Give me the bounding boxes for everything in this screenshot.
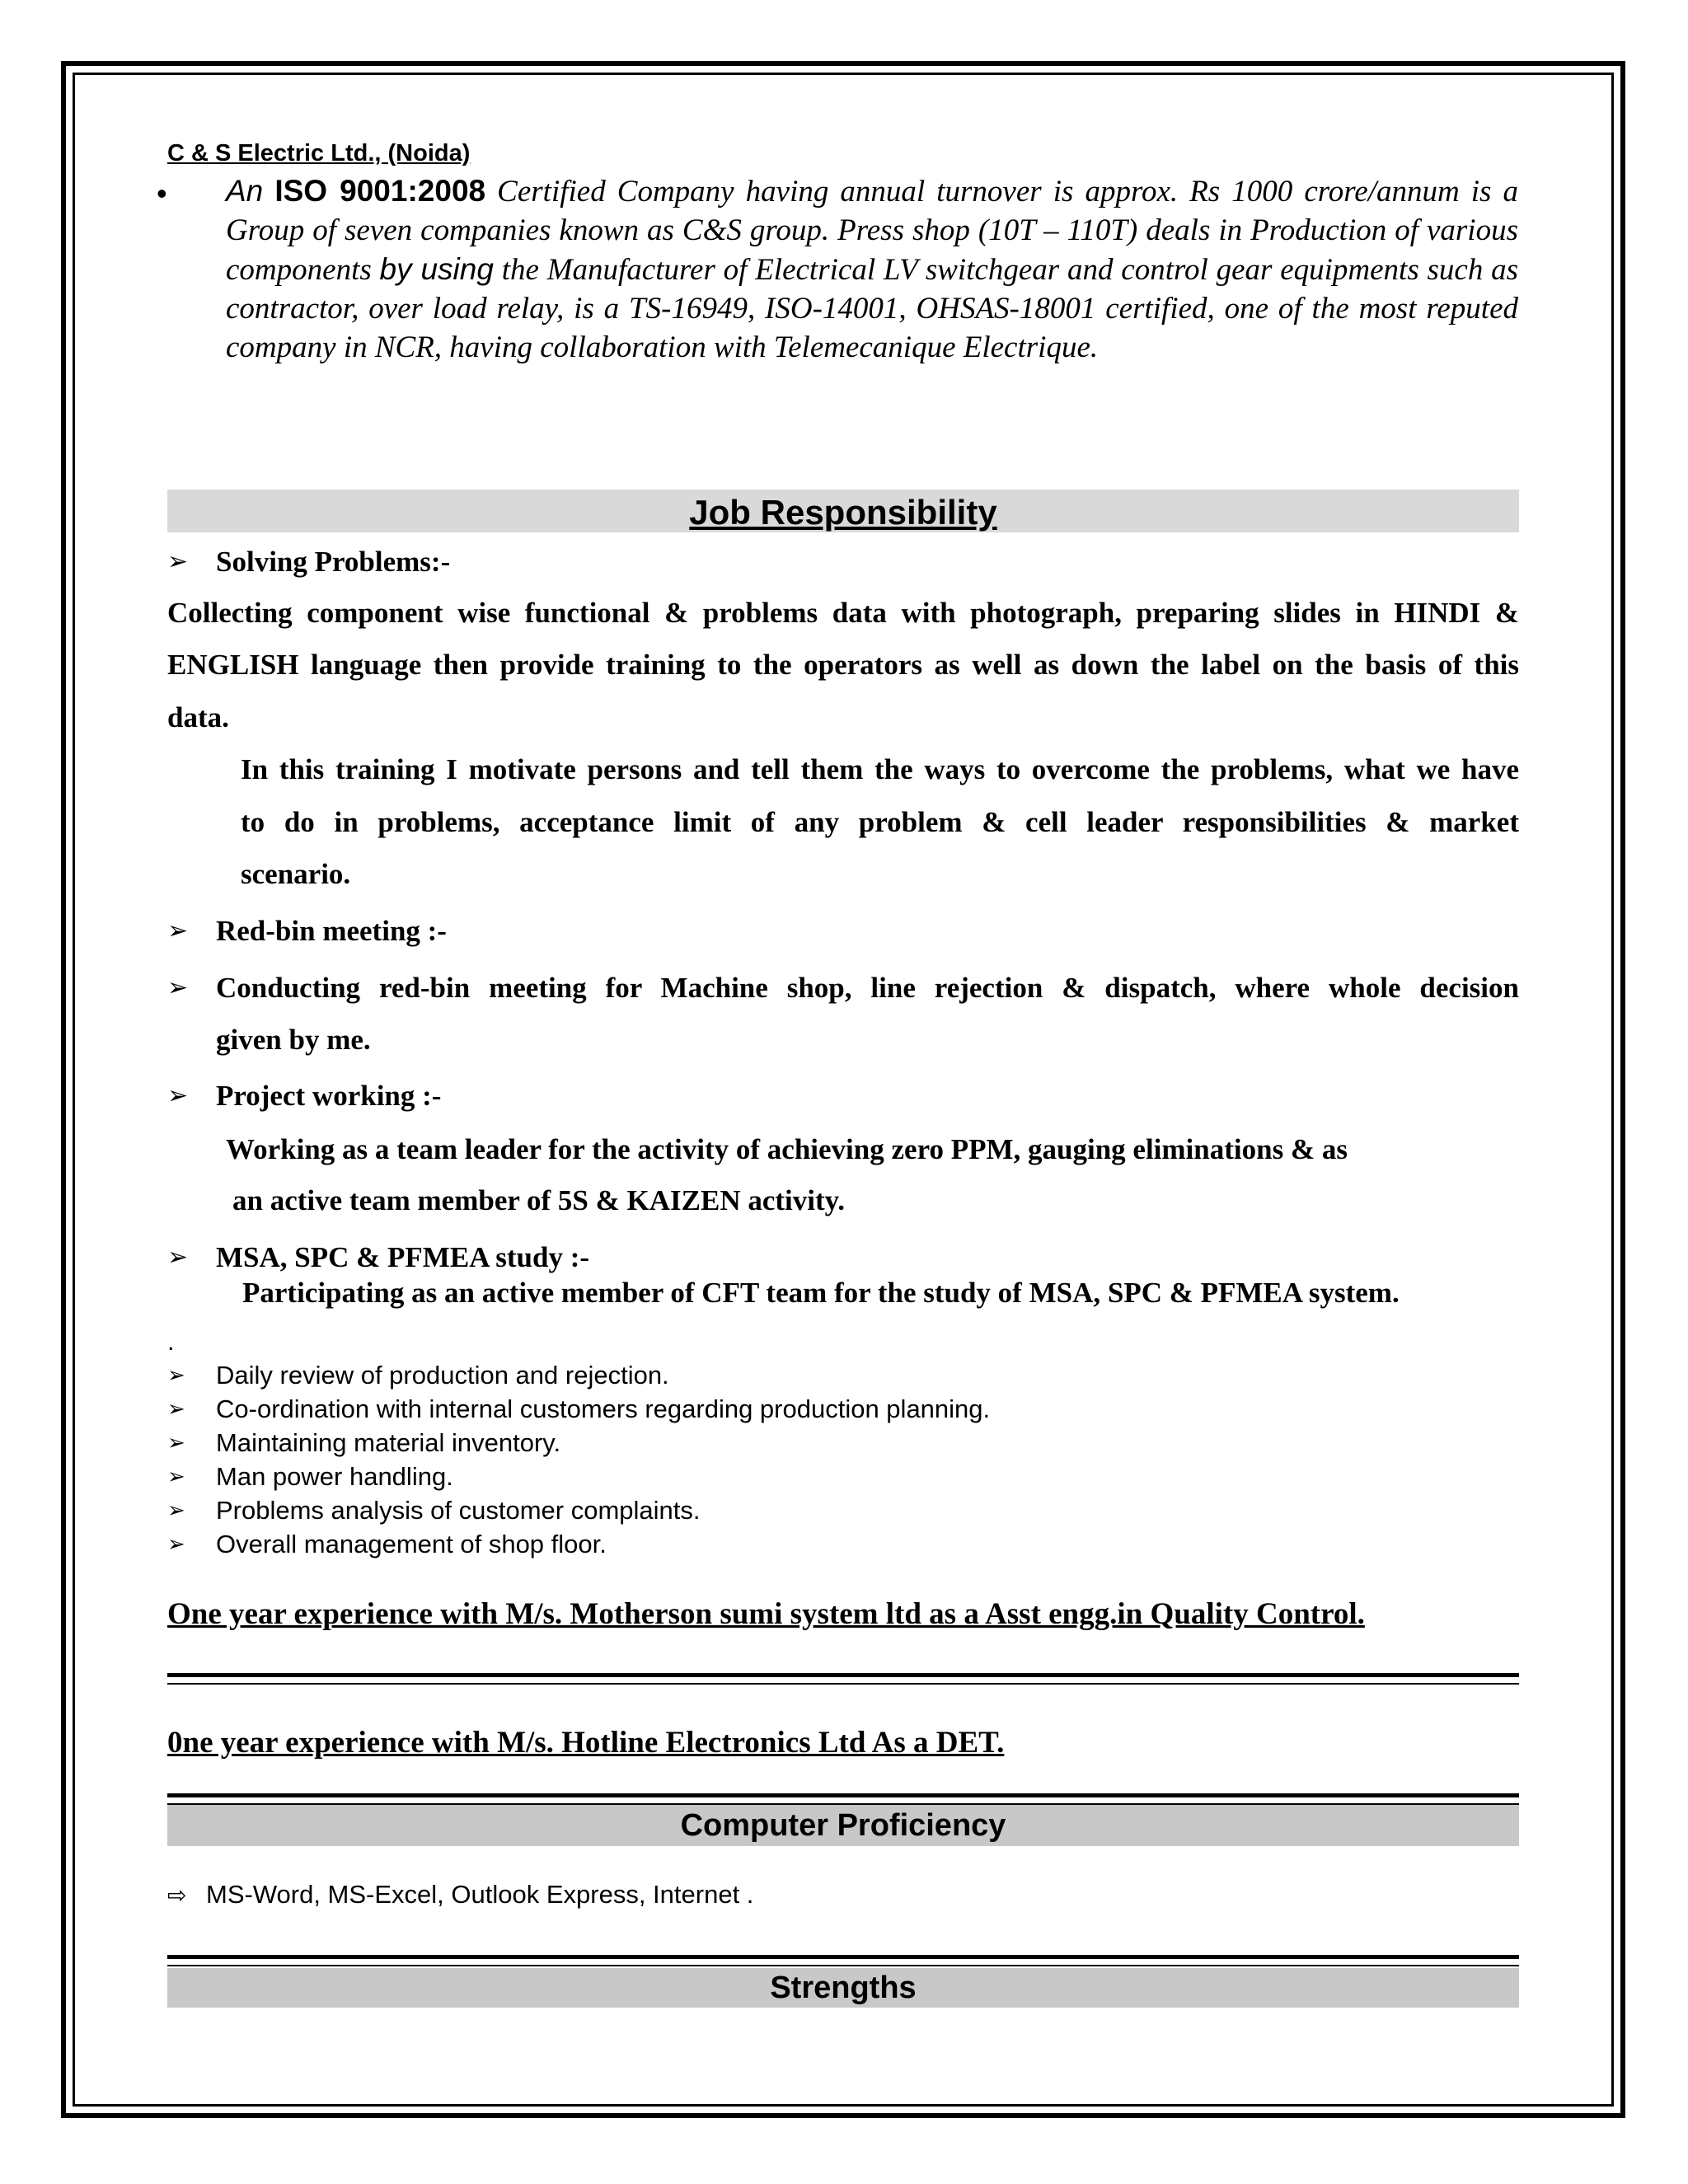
company-name: C & S Electric Ltd., (Noida) xyxy=(167,140,471,166)
training-line-3: scenario. xyxy=(241,858,351,890)
company-description xyxy=(226,171,1518,367)
arrow-bullet-icon: ➢ xyxy=(167,1498,185,1523)
arrow-bullet-icon: ➢ xyxy=(167,547,189,576)
solving-line-1: Collecting component wise functional & problems data with photograph, preparing slides in HINDI & xyxy=(167,597,1519,629)
arrow-bullet-icon: ➢ xyxy=(167,1363,185,1388)
list-item: Maintaining material inventory. xyxy=(216,1428,561,1457)
list-item: Overall management of shop floor. xyxy=(216,1530,607,1558)
redbin-title: Red-bin meeting :- xyxy=(216,915,447,947)
training-line-2: to do in problems, acceptance limit of any problem & cell leader responsibilities & market xyxy=(241,806,1519,838)
arrow-bullet-icon: ➢ xyxy=(167,1532,185,1557)
intro-by-using: by using xyxy=(379,252,494,286)
list-item: Problems analysis of customer complaints. xyxy=(216,1496,701,1525)
intro-part1: Certified Company having annual turnover is approx. Rs 1000 crore/annum is a Group of seven companies known as C&S group. Press shop (10T – 110T) deals in Production of various components xyxy=(226,175,1519,287)
msa-line: Participating as an active member of CFT team for the study of MSA, SPC & PFMEA system. xyxy=(242,1277,1400,1309)
training-line-1: In this training I motivate persons and tell them the ways to overcome the problems, what we have xyxy=(241,753,1519,785)
intro-bullet: • xyxy=(157,176,167,210)
list-item: Co-ordination with internal customers regarding production planning. xyxy=(216,1394,991,1423)
conducting-line-2: given by me. xyxy=(216,1024,371,1056)
msa-title: MSA, SPC & PFMEA study :- xyxy=(216,1241,590,1273)
arrow-bullet-icon: ➢ xyxy=(167,1431,185,1455)
strengths-heading: Strengths xyxy=(167,1968,1519,2008)
right-arrow-icon: ⇨ xyxy=(167,1882,187,1909)
intro-part2: the Manufacturer of Electrical LV switchgear and control gear equipments such as contractor, over load relay, is a TS-16949, ISO-14001, OHSAS-18001 certified, one of the most reputed company in NCR, having collaboration with Telemecanique Electrique. xyxy=(226,253,1519,364)
project-title: Project working :- xyxy=(216,1080,442,1112)
list-item: Man power handling. xyxy=(216,1462,453,1491)
arrow-bullet-icon: ➢ xyxy=(167,916,189,945)
solving-line-2: ENGLISH language then provide training to the operators as well as down the label on the basis of this xyxy=(167,649,1519,681)
project-line-1: Working as a team leader for the activity of achieving zero PPM, gauging eliminations & as xyxy=(226,1133,1348,1165)
arrow-bullet-icon: ➢ xyxy=(167,1243,189,1272)
arrow-bullet-icon: ➢ xyxy=(167,1397,185,1422)
arrow-bullet-icon: ➢ xyxy=(167,1081,189,1110)
intro-iso: ISO 9001:2008 xyxy=(274,174,486,208)
computer-proficiency-heading: Computer Proficiency xyxy=(167,1805,1519,1846)
list-item: Daily review of production and rejection. xyxy=(216,1361,669,1390)
section-divider xyxy=(167,1955,1519,1966)
solving-line-3: data. xyxy=(167,701,229,733)
section-divider xyxy=(167,1793,1519,1805)
stray-dot: . xyxy=(167,1327,175,1356)
conducting-line-1: Conducting red-bin meeting for Machine shop, line rejection & dispatch, where whole decision xyxy=(216,972,1519,1004)
solving-problems-title: Solving Problems:- xyxy=(216,546,451,578)
section-divider xyxy=(167,1673,1519,1685)
project-line-2: an active team member of 5S & KAIZEN activity. xyxy=(232,1184,845,1216)
intro-an: An xyxy=(226,174,264,208)
computer-skills: MS-Word, MS-Excel, Outlook Express, Internet . xyxy=(206,1880,754,1909)
experience-motherson: One year experience with M/s. Motherson sumi system ltd as a Asst engg.in Quality Control. xyxy=(167,1597,1365,1631)
arrow-bullet-icon: ➢ xyxy=(167,1465,185,1489)
arrow-bullet-icon: ➢ xyxy=(167,973,189,1002)
experience-hotline: 0ne year experience with M/s. Hotline Electronics Ltd As a DET. xyxy=(167,1726,1005,1760)
job-responsibility-heading: Job Responsibility xyxy=(167,490,1519,532)
